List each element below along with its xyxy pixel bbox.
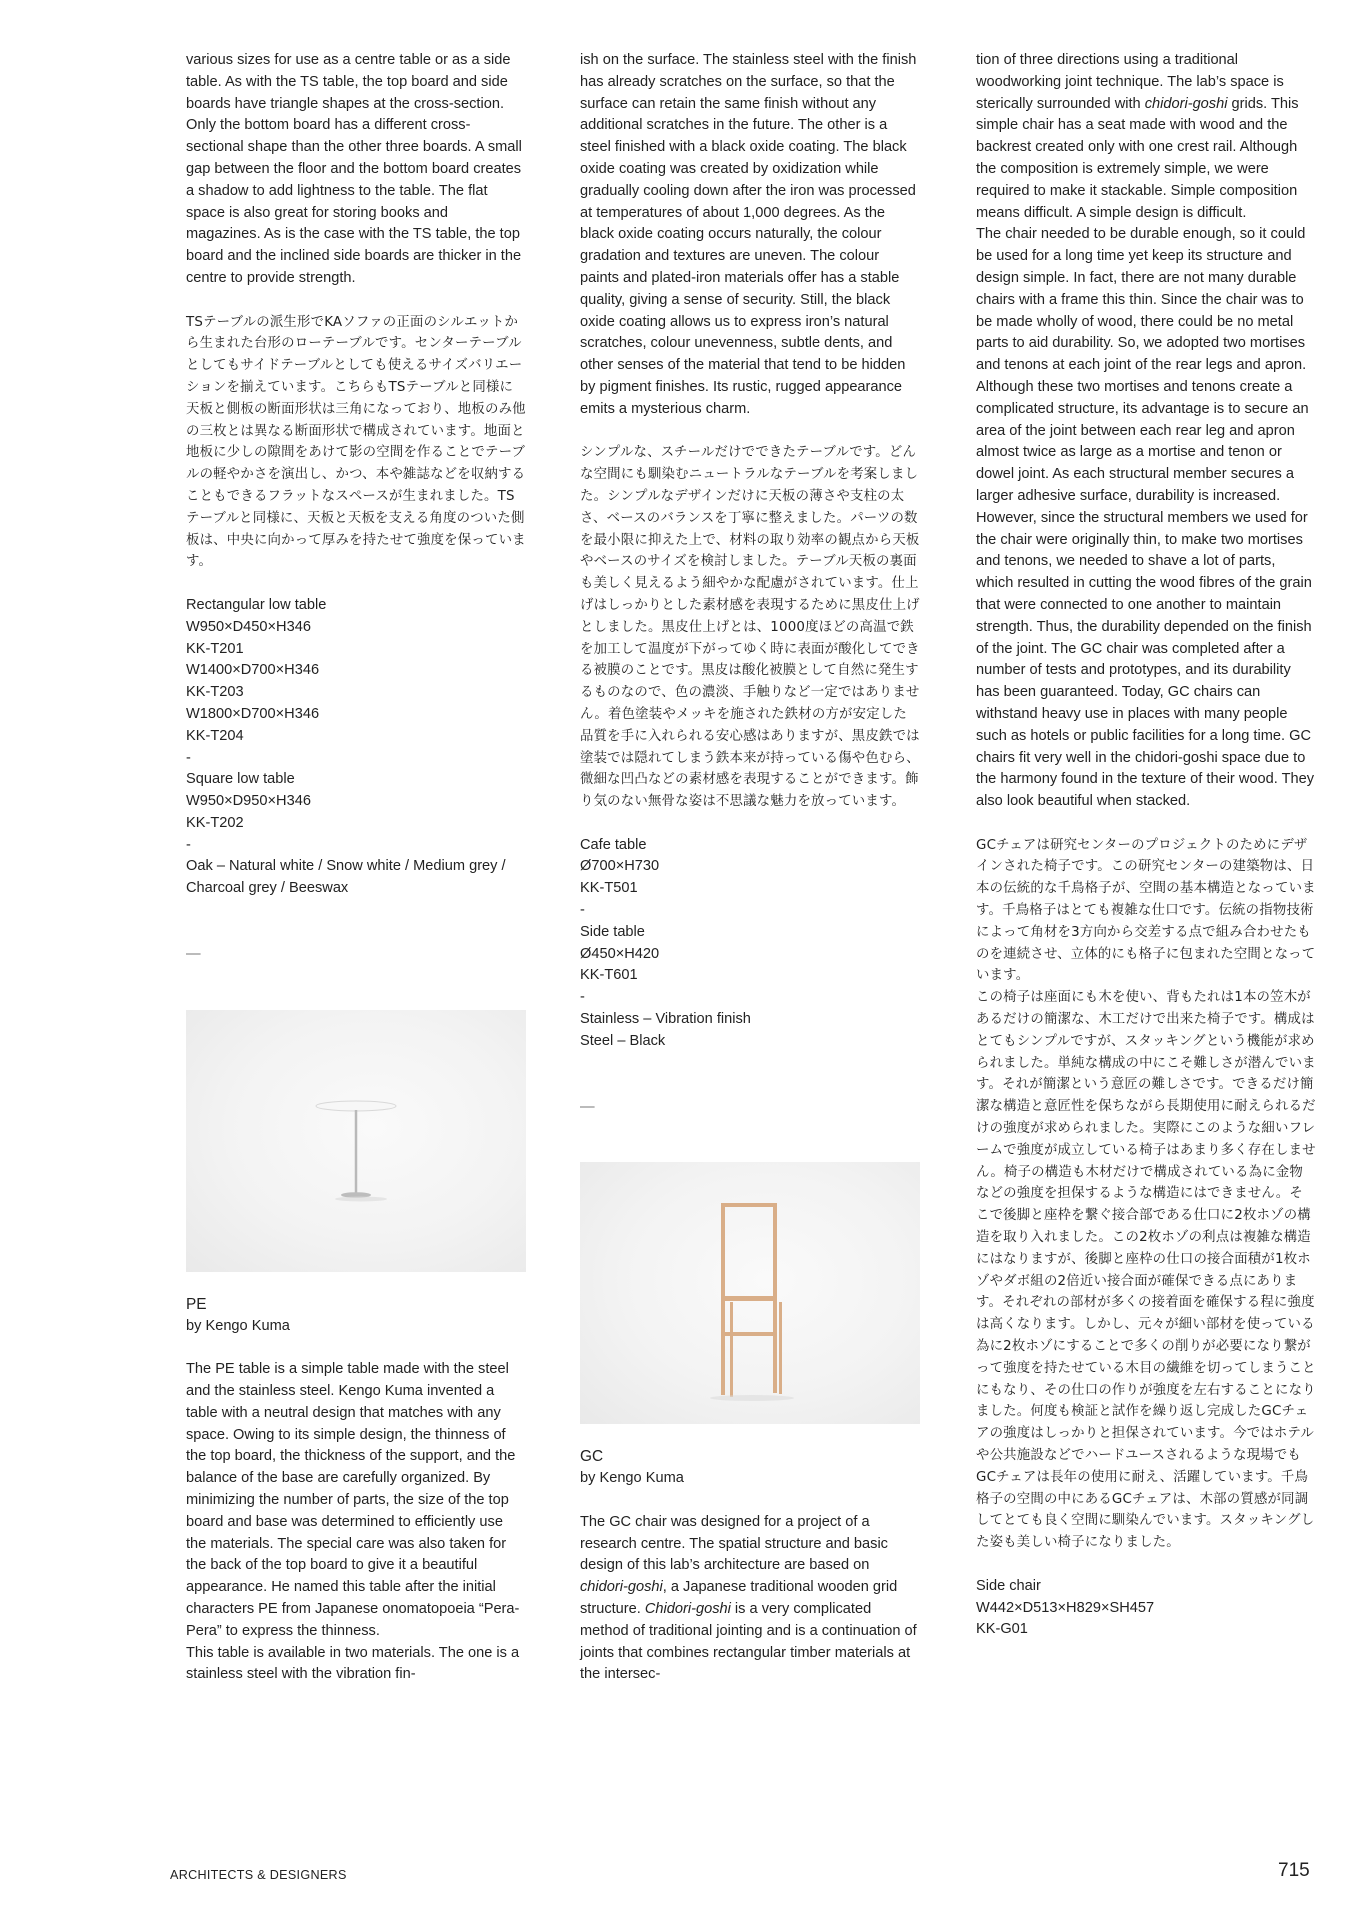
spec-line: -: [580, 902, 585, 919]
column-3: [976, 50, 1316, 1641]
body-paragraph: The chair needed to be durable enough, so it could be used for a long time yet keep its structure and design simple. In fact, there are not many durable chairs with a frame this thin. Since the chair was to be made wholly of wood, there could be no metal parts to aid durability. So, we adopted two mortises and tenons at each joint of the rear legs and apron. Although these two mortises and tenons create a complicated structure, its advantage is to secure an area of the joint between each rear leg and apron almost twice as large as a mortise and tenon or dowel joint. As each structural member secures a larger adhesive surface, durability is increased. However, since the structural members we used for the chair were originally thin, to make two mortises and tenons, we needed to shave a lot of parts, which resulted in cutting the wood fibres of the grain that were connected to one another to maintain strength. Thus, the durability depended on the finish of the joint. The GC chair was completed after a number of tests and prototypes, and its durability has been guaranteed. Today, GC chairs can withstand heavy use in places with many people such as hotels or public facilities for a long time. GC chairs fit very well in the chidori-goshi space due to the harmony found in the texture of their wood. They also look beautiful when stacked.: [976, 226, 1315, 810]
page-number: 715: [1278, 1860, 1310, 1881]
text-run: is a very complicated method of traditional jointing and is a continuation of joints that combines rectangular timber materials at the intersec-: [580, 1601, 917, 1683]
section-divider: —: [186, 946, 201, 963]
body-paragraph: [976, 50, 1316, 224]
spec-line: KK-T203: [186, 684, 244, 701]
text-run: , a Japanese traditional wooden grid structure.: [580, 1579, 898, 1618]
spec-list: [186, 595, 526, 900]
spec-line: Rectangular low table: [186, 596, 327, 613]
body-paragraph: ish on the surface. The stainless steel with the finish has already scratches on the surface, so that the surface can retain the same finish without any additional scratches in the future. The other is a steel finished with a black oxide coating. The black oxide coating was created by oxidization while gradually cooling down after the iron was processed at temperatures of about 1,000 degrees. As the black oxide coating occurs naturally, the colour gradation and textures are uneven. The colour paints and plated-iron materials offer has a stable quality, giving a sense of security. Still, the black oxide coating allows us to express iron’s natural scratches, colour unevenness, subtle dents, and other senses of the material that tend to be hidden by pigment finishes. Its rustic, rugged appearance emits a mysterious charm.: [580, 52, 917, 417]
spec-line: Stainless – Vibration finish: [580, 1011, 751, 1028]
spec-line: W950×D950×H346: [186, 793, 311, 810]
japanese-paragraph: この椅子は座面にも木を使い、背もたれは1本の笠木があるだけの簡潔な、木工だけで出来た椅子です。構成はとてもシンプルですが、スタッキングという機能が求められました。単純な構成の中にこそ難しさが潜んでいます。それが簡潔という意匠の難しさです。できるだけ簡潔な構造と意匠性を保ちながら長期使用に耐えられるだけの強度が求められました。実際にこのような細いフレームで強度が成立している椅子はあまり多く存在しません。椅子の構造も木材だけで構成されている為に金物などの強度を担保するような構造にはできません。そこで後脚と座枠を繋ぐ接合部である仕口に2枚ホゾの構造を取り入れました。この2枚ホゾの利点は複雑な構造にはなりますが、後脚と座枠の仕口の接合面積が1枚ホゾやダボ組の2倍近い接合面が確保できる点にあります。それぞれの部材が多くの接着面を確保する程に強度は高くなります。しかし、元々が細い部材を使っている為に2枚ホゾにすることで多くの削りが必要になり繋がって強度を持たせている木目の繊維を切ってしまうことにもなり、その仕口の作りが強度を左右することになりました。何度も検証と試作を繰り返し完成したGCチェアの強度はしっかりと担保されています。今ではホテルや公共施設などでハードユースされるような現場でもGCチェアは長年の使用に耐え、活躍しています。千鳥格子の空間の中にあるGCチェアは、木部の質感が同調してとても良く空間に馴染んでいます。スタッキングした姿も美しい椅子になりました。: [976, 990, 1316, 1551]
spec-line: Side chair: [976, 1577, 1041, 1594]
text-run: grids. This simple chair has a seat made with wood and the backrest created only with one crest rail. Although the composition is extremely simple, we were required to make it stackable. Simple composition means difficult. A simple design is difficult.: [976, 95, 1299, 221]
column-2: [580, 50, 920, 1686]
body-paragraph: various sizes for use as a centre table or as a side table. As with the TS table, the top board and side boards have triangle shapes at the cross-section. Only the bottom board has a different cross-sectional shape than the other three boards. A small gap between the floor and the bottom board creates a shadow to add lightness to the table. The flat space is also great for storing books and magazines. As is the case with the TS table, the top board and the inclined side boards are thicker in the centre to provide strength.: [186, 52, 522, 286]
spec-line: W950×D450×H346: [186, 618, 311, 635]
japanese-paragraph: シンプルな、スチールだけでできたテーブルです。どんな空間にも馴染むニュートラルなテーブルを考案しました。シンプルなデザインだけに天板の薄さや支柱の太さ、ベースのバランスを丁寧に整えました。パーツの数を最小限に抑えた上で、材料の取り効率の観点から天板やベースのサイズを検討しました。テーブル天板の裏面も美しく見えるよう細やかな配慮がされています。仕上げはしっかりとした素材感を表現するために黒皮仕上げとしました。黒皮仕上げとは、1000度ほどの高温で鉄を加工して温度が下がってゆく時に表面が酸化してできる被膜のことです。黒皮は酸化被膜として自然に発生するものなので、色の濃淡、手触りなど一定ではありません。着色塗装やメッキを施された鉄材の方が安定した品質を手に入れられる安心感はありますが、黒皮鉄では塗装では隠れてしまう鉄本来が持っている傷や色むら、微細な凹凸などの素材感を表現することができます。飾り気のない無骨な姿は不思議な魅力を放っています。: [580, 445, 920, 810]
pe-table-photo: [186, 1010, 526, 1272]
gc-chair-photo: [580, 1162, 920, 1424]
section-divider: —: [580, 1098, 595, 1115]
section-label: ARCHITECTS & DESIGNERS: [170, 1868, 347, 1882]
product-title: GC: [580, 1448, 604, 1466]
japanese-paragraph: TSテーブルの派生形でKAソファの正面のシルエットから生まれた台形のローテーブルです。センターテーブルとしてもサイドテーブルとしても使えるサイズバリエーションを揃えています。こちらもTSテーブルと同様に天板と側板の断面形状は三角になっており、地板のみ他の三枚とは異なる断面形状で構成されています。地面と地板に少しの隙間をあけて影の空間を作ることでテーブルの軽やかさを演出し、かつ、本や雑誌などを収納することもできるフラットなスペースが生まれました。TSテーブルと同様に、天板と天板を支える角度のついた側板は、中央に向かって厚みを持たせて強度を保っています。: [186, 314, 526, 570]
spec-line: W1800×D700×H346: [186, 705, 320, 722]
spec-line: Cafe table: [580, 836, 647, 853]
spec-line: Steel – Black: [580, 1032, 666, 1049]
text-run: The GC chair was designed for a project of a research centre. The spatial structure and basic design of this lab’s architecture are based on: [580, 1513, 888, 1574]
spec-line: -: [186, 836, 191, 853]
pe-table-illustration: [186, 1010, 526, 1272]
text-run: tion of three directions using a traditional woodworking joint technique. The lab’s space is sterically surrounded with: [976, 52, 1284, 112]
spec-line: KK-T202: [186, 814, 244, 831]
italic-term: chidori-goshi: [1144, 95, 1228, 112]
spec-line: KK-T501: [580, 880, 638, 897]
gc-chair-illustration: [580, 1162, 920, 1424]
spec-line: W442×D513×H829×SH457: [976, 1599, 1155, 1616]
body-paragraph: This table is available in two materials. The one is a stainless steel with the vibration fin-: [186, 1644, 520, 1683]
body-paragraph: [580, 1512, 920, 1686]
spec-line: Ø700×H730: [580, 858, 660, 875]
spec-list: [976, 1576, 1316, 1641]
spec-line: Oak – Natural white / Snow white / Medium grey / Charcoal grey / Beeswax: [186, 858, 506, 897]
spec-line: Ø450×H420: [580, 945, 660, 962]
product-title: PE: [186, 1295, 207, 1313]
spec-line: W1400×D700×H346: [186, 662, 320, 679]
spec-line: Side table: [580, 923, 645, 940]
spec-line: Square low table: [186, 771, 295, 788]
spec-line: KK-T601: [580, 967, 638, 984]
spec-line: -: [186, 749, 191, 766]
spec-line: KK-G01: [976, 1621, 1028, 1638]
designer-credit: by Kengo Kuma: [580, 1470, 684, 1487]
italic-term: chidori-goshi: [580, 1579, 663, 1596]
designer-credit: by Kengo Kuma: [186, 1317, 290, 1334]
body-paragraph: The PE table is a simple table made with the steel and the stainless steel. Kengo Kuma invented a table with a neutral design that matches with any space. Owing to its simple design, the thinness of the top board, the thickness of the support, and the balance of the base are carefully organized. By minimizing the number of parts, the size of the top board and base was determined to efficiently use the materials. The special care was also taken for the back of the top board to give it a beautiful appearance. He named this table after the initial characters PE from Japanese onomatopoeia “Pera-Pera” to express the thinness.: [186, 1361, 520, 1639]
spec-line: KK-T204: [186, 727, 244, 744]
spec-line: -: [580, 989, 585, 1006]
italic-term: Chidori-goshi: [644, 1601, 731, 1618]
spec-list: [580, 835, 920, 1053]
spec-line: KK-T201: [186, 640, 244, 657]
column-1: [186, 50, 526, 1686]
japanese-paragraph: GCチェアは研究センターのプロジェクトのためにデザインされた椅子です。この研究センターの建築物は、日本の伝統的な千鳥格子が、空間の基本構造となっています。千鳥格子はとても複雑な仕口です。伝統の指物技術によって角材を3方向から交差する点で組み合わせたものを連続させ、立体的にも格子に包まれた空間となっています。: [976, 837, 1316, 984]
